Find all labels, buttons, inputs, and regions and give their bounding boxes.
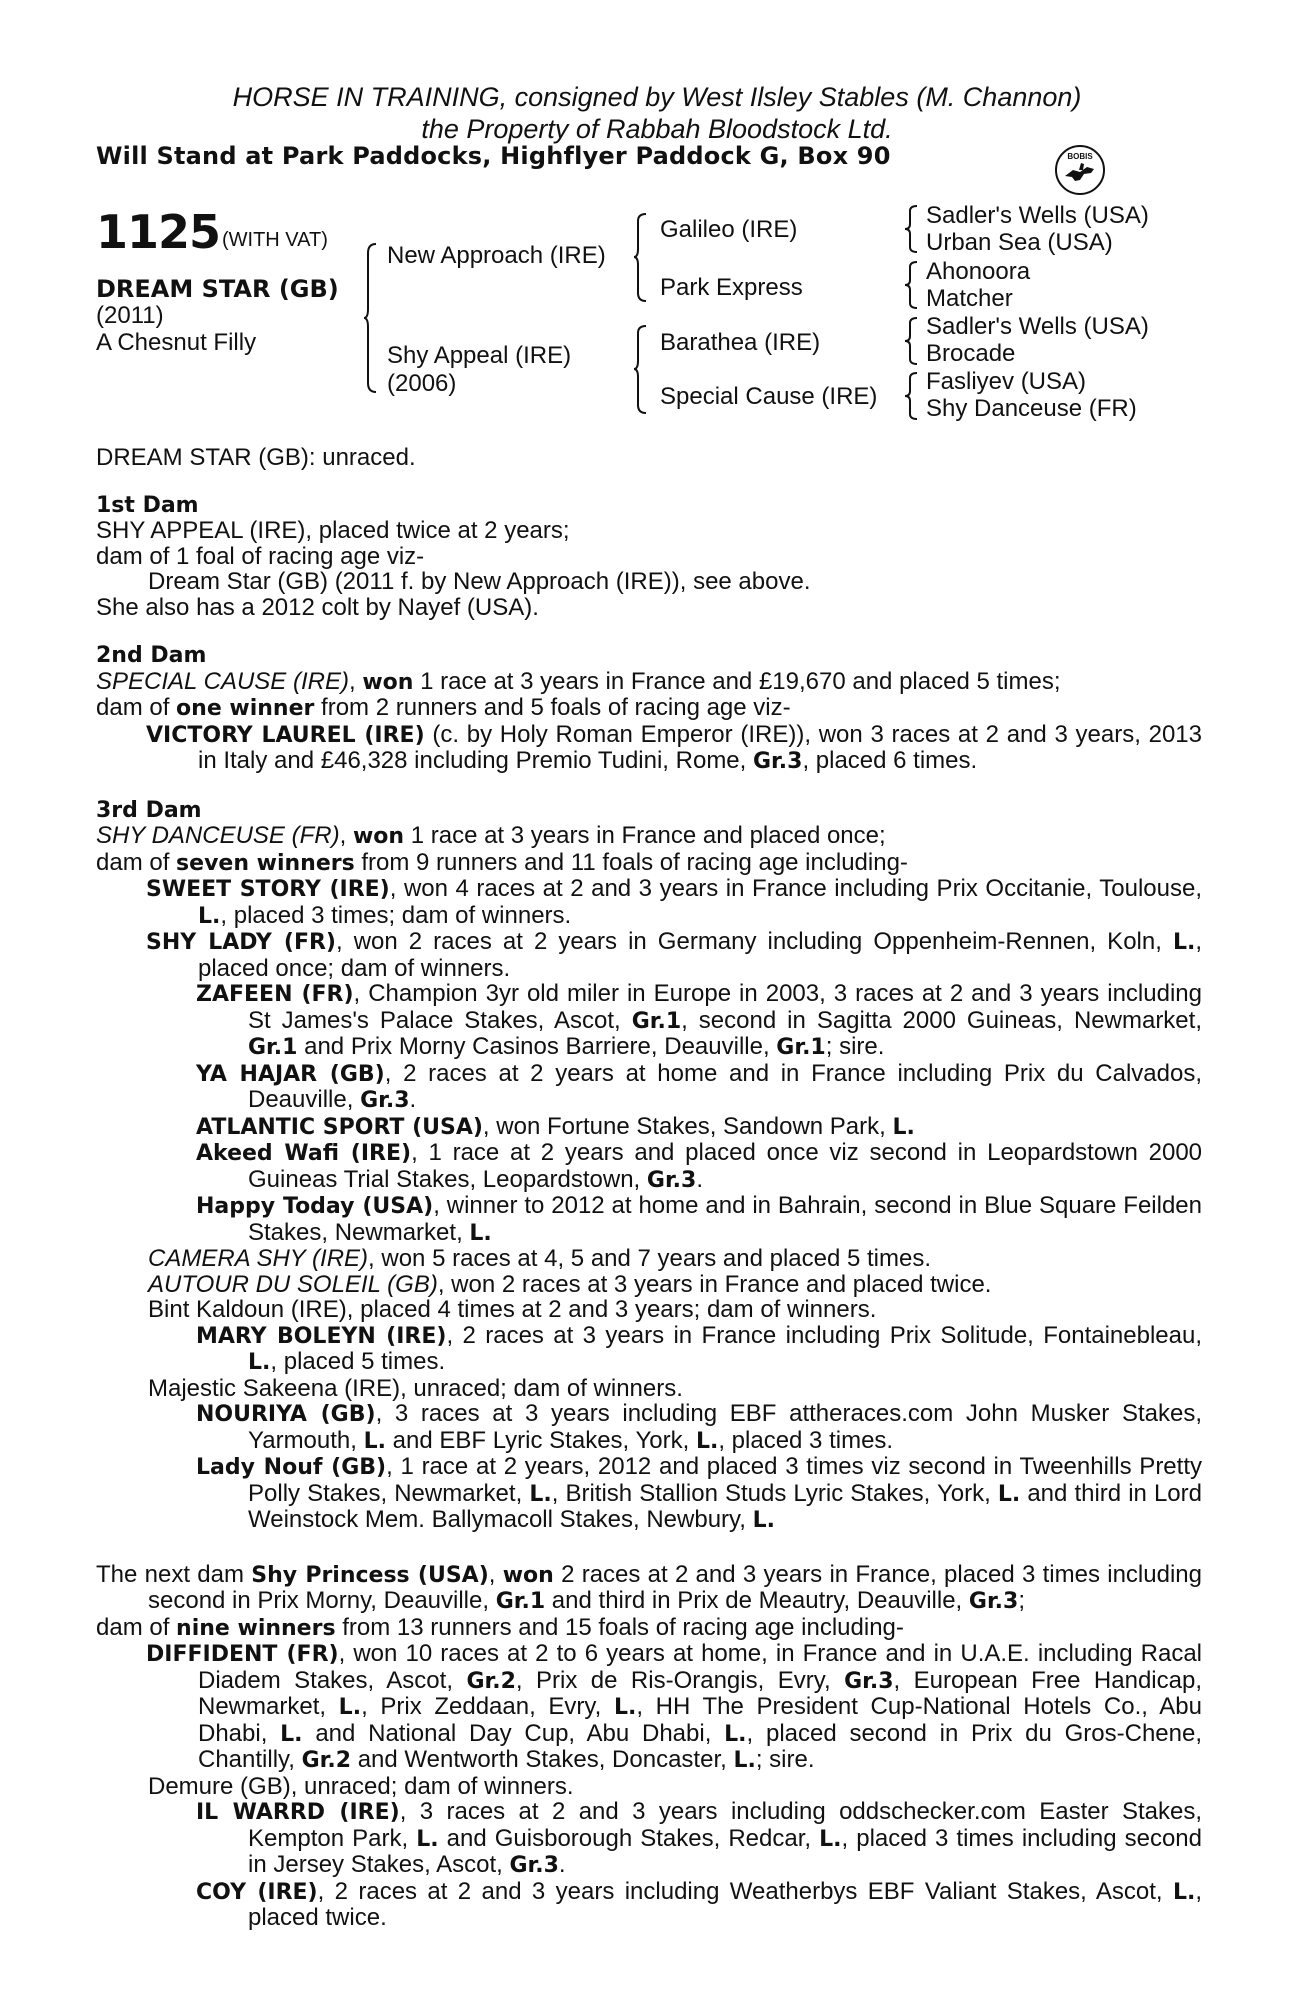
produce-entry: [96, 876, 1202, 929]
text: 2 races at 2 and 3 years in France, placed 3 times including second in Prix Morny, Deauville,: [148, 1560, 1202, 1614]
spacer: [96, 775, 1202, 798]
text: dam of: [96, 848, 177, 876]
winners-count: seven winners: [176, 850, 355, 876]
text: and Wentworth Stakes, Doncaster,: [351, 1746, 734, 1773]
horse-name: ATLANTIC SPORT (USA): [196, 1114, 483, 1140]
grade: Gr.3: [360, 1088, 410, 1113]
grade: L.: [997, 1481, 1021, 1507]
text: , European Free Handicap, Newmarket,: [198, 1666, 1203, 1720]
produce-entry: Bint Kaldoun (IRE), placed 4 times at 2 and 3 years; dam of winners.: [148, 1296, 877, 1323]
produce-entry: [96, 1454, 1202, 1534]
text: ; sire.: [825, 1033, 885, 1060]
dam-dam: Special Cause (IRE): [660, 383, 878, 410]
dam-name: SHY DANCEUSE (FR): [96, 822, 340, 849]
text: dam of: [96, 694, 177, 721]
grade: L.: [724, 1721, 747, 1747]
grade: L.: [733, 1748, 756, 1773]
grade: L.: [416, 1826, 439, 1852]
produce-entry: [96, 1879, 1202, 1931]
text: and third in Prix de Meautry, Deauville,: [545, 1587, 969, 1614]
produce-entry: Majestic Sakeena (IRE), unraced; dam of winners.: [148, 1374, 683, 1402]
text: (c. by Holy Roman Emperor (IRE)), won 3 races at 2 and 3 years, 2013 in Italy and £46,328 including Premio Tudini, Rome,: [198, 720, 1202, 774]
produce-entry: [96, 1799, 1202, 1879]
winners-count: nine winners: [176, 1615, 336, 1641]
spacer: [96, 1534, 1202, 1562]
grade: Gr.2: [466, 1668, 516, 1694]
horse-year: (2011): [96, 302, 164, 329]
produce-entry: [96, 981, 1202, 1061]
text: , 2 races at 3 years in France including Prix Solitude, Fontainebleau,: [446, 1321, 1202, 1349]
won-label: won: [352, 824, 405, 849]
horse-name: COY (IRE): [196, 1879, 318, 1905]
text: from 2 runners and 5 foals of racing age viz-: [314, 694, 791, 721]
horse-name: AUTOUR DU SOLEIL (GB): [148, 1270, 438, 1298]
text: , placed 3 times; dam of winners.: [220, 901, 572, 929]
grade: L.: [248, 1350, 271, 1375]
text: and EBF Lyric Stakes, York,: [386, 1426, 696, 1454]
horse-name: Happy Today (USA): [196, 1194, 434, 1219]
text: , placed 3 times.: [718, 1426, 894, 1454]
grade: Gr.3: [968, 1589, 1019, 1614]
produce-entry: [96, 1323, 1202, 1376]
great-grandparent-1: Sadler's Wells (USA): [926, 202, 1149, 229]
bracket-g4: [905, 372, 919, 422]
horse-name: NOURIYA (GB): [196, 1402, 376, 1427]
text: , won Fortune Stakes, Sandown Park,: [482, 1112, 893, 1140]
text: The next dam: [96, 1560, 252, 1588]
text: and Guisborough Stakes, Redcar,: [438, 1824, 820, 1852]
lot-number: 1125: [96, 205, 221, 259]
property-line: the Property of Rabbah Bloodstock Ltd.: [421, 114, 893, 144]
bobis-horse-logo: [1053, 143, 1107, 197]
text: , 2 races at 2 years at home and in France including Prix du Calvados, Deauville,: [248, 1059, 1202, 1113]
dam-name: SPECIAL CAUSE (IRE): [96, 667, 349, 695]
produce-entry: [96, 1272, 1202, 1298]
first-dam-heading: 1st Dam: [96, 492, 199, 518]
grade: L.: [469, 1220, 492, 1246]
text: , British Stallion Studs Lyric Stakes, York,: [551, 1479, 998, 1507]
dam-name: Shy Princess (USA): [251, 1562, 489, 1588]
text: from 13 runners and 15 foals of racing age including-: [335, 1613, 904, 1641]
produce-entry: Demure (GB), unraced; dam of winners.: [148, 1772, 574, 1800]
text: , placed 3 times including second in Jersey Stakes, Ascot,: [248, 1824, 1202, 1878]
horse-name: VICTORY LAUREL (IRE): [146, 722, 425, 748]
text: and Prix Morny Casinos Barriere, Deauville,: [297, 1033, 777, 1060]
grade: L.: [529, 1481, 552, 1507]
text: , placed once; dam of winners.: [198, 928, 1202, 982]
text: , placed 5 times.: [270, 1348, 446, 1375]
text: 1 race at 3 years in France and placed once;: [404, 822, 886, 849]
text: , placed second in Prix du Gros-Chene, Chantilly,: [198, 1719, 1203, 1773]
horse-description: A Chesnut Filly: [96, 329, 257, 356]
grade: L.: [752, 1508, 775, 1533]
text: , won 10 races at 2 to 6 years at home, in France and in U.A.E. including Racal Diadem Stakes, Ascot,: [198, 1640, 1203, 1694]
text: , placed twice.: [248, 1877, 1203, 1931]
produce-entry: [96, 722, 1202, 775]
grade: L.: [695, 1428, 719, 1454]
text: .: [558, 1851, 566, 1878]
horse-name: Akeed Wafi (IRE): [196, 1141, 412, 1166]
third-dam-line: [96, 823, 1202, 850]
great-grandparent-6: Brocade: [926, 340, 1016, 367]
grade: L.: [280, 1721, 303, 1747]
produce-entry: [96, 1193, 1202, 1246]
grade: Gr.1: [248, 1035, 298, 1060]
text: , won 2 races at 2 years in Germany including Oppenheim-Rennen, Koln,: [335, 928, 1173, 955]
produce-entry: [96, 1140, 1202, 1193]
text: , 1 race at 2 years and placed once viz second in Leopardstown 2000 Guineas Trial Stakes, Leopardstown,: [248, 1139, 1203, 1193]
grade: L.: [198, 903, 221, 929]
horse-name: MARY BOLEYN (IRE): [196, 1323, 447, 1349]
sire-dam: Park Express: [660, 274, 803, 301]
horse-name: ZAFEEN (FR): [196, 982, 354, 1007]
second-dam-line: [96, 669, 1202, 696]
winners-count: one winner: [176, 696, 315, 721]
text: , won 2 races at 3 years in France and placed twice.: [437, 1270, 992, 1298]
grade: L.: [892, 1114, 915, 1140]
text: and National Day Cup, Abu Dhabi,: [302, 1719, 725, 1747]
grade: L.: [338, 1695, 362, 1720]
dam-sire: Barathea (IRE): [660, 329, 821, 356]
second-dam-heading: 2nd Dam: [96, 643, 207, 668]
text: ,: [348, 667, 363, 695]
won-label: won: [502, 1562, 554, 1588]
text: ; sire.: [755, 1746, 815, 1773]
horse-name: SHY LADY (FR): [146, 930, 336, 955]
grade: L.: [1172, 930, 1196, 955]
grade: Gr.1: [631, 1008, 682, 1034]
third-dam-heading: 3rd Dam: [96, 797, 202, 823]
sire-sire: Galileo (IRE): [660, 216, 798, 243]
great-grandparent-3: Ahonoora: [926, 258, 1031, 285]
first-dam-line: SHY APPEAL (IRE), placed twice at 2 years;: [96, 517, 570, 544]
text: , Champion 3yr old miler in Europe in 2003, 3 races at 2 and 3 years including St James's Palace Stakes, Ascot,: [248, 980, 1202, 1034]
bracket-dam-parents: [634, 325, 648, 415]
grade: L.: [363, 1428, 386, 1454]
horse-name: YA HAJAR (GB): [196, 1061, 385, 1087]
grade: L.: [1172, 1879, 1196, 1905]
vat-label: (WITH VAT): [222, 229, 328, 251]
text: , winner to 2012 at home and in Bahrain, second in Blue Square Feilden Stakes, Newmarket,: [248, 1192, 1202, 1246]
first-dam-note: She also has a 2012 colt by Nayef (USA).: [96, 593, 539, 621]
bracket-g1: [905, 205, 919, 255]
horse-name: DREAM STAR (GB): [96, 275, 339, 303]
text: , Prix Zeddaan, Evry,: [361, 1693, 614, 1720]
sire: New Approach (IRE): [387, 242, 606, 269]
next-dam-produce: [96, 1615, 1202, 1642]
produce-entry: [96, 1246, 1202, 1272]
great-grandparent-4: Matcher: [926, 285, 1013, 312]
grade: Gr.3: [844, 1668, 894, 1694]
dam-year: (2006): [387, 370, 457, 397]
produce-entry: [96, 1061, 1202, 1114]
text: ;: [1018, 1587, 1025, 1614]
text: ,: [488, 1560, 503, 1588]
bracket-g3: [905, 317, 919, 367]
produce-entry: [96, 929, 1202, 981]
won-label: won: [362, 669, 414, 695]
text: , won 4 races at 2 and 3 years in France including Prix Occitanie, Toulouse,: [389, 875, 1202, 902]
great-grandparent-8: Shy Danceuse (FR): [926, 395, 1137, 422]
logo-text: BOBIS: [1067, 152, 1093, 161]
next-dam-line: [96, 1562, 1202, 1615]
first-dam-foal: Dream Star (GB) (2011 f. by New Approach (IRE)), see above.: [148, 568, 811, 595]
text: , placed 6 times.: [802, 747, 978, 774]
produce-entry: [96, 1114, 1202, 1141]
dam: Shy Appeal (IRE): [387, 342, 572, 369]
text: and third in Lord Weinstock Mem. Ballymacoll Stakes, Newbury,: [248, 1479, 1202, 1533]
text: ,: [339, 822, 353, 849]
bracket-g2: [905, 261, 919, 311]
grade: Gr.3: [509, 1853, 559, 1878]
text: , 3 races at 2 and 3 years including oddschecker.com Easter Stakes, Kempton Park,: [248, 1798, 1203, 1852]
grade: Gr.3: [646, 1167, 697, 1193]
bracket-sire-parents: [634, 213, 648, 303]
horse-name: DIFFIDENT (FR): [146, 1642, 339, 1667]
text: .: [696, 1165, 703, 1193]
great-grandparent-5: Sadler's Wells (USA): [926, 313, 1149, 340]
text: from 9 runners and 11 foals of racing age including-: [354, 848, 908, 876]
text: .: [409, 1086, 417, 1113]
bracket-sire-dam: [364, 243, 378, 393]
grade: Gr.1: [776, 1035, 826, 1060]
great-grandparent-2: Urban Sea (USA): [926, 229, 1113, 256]
second-dam-produce: [96, 695, 1202, 722]
catalogue-body: [96, 445, 1202, 1931]
spacer: [96, 620, 1202, 643]
third-dam-produce: [96, 850, 1202, 877]
horse-name: SWEET STORY (IRE): [146, 877, 390, 902]
grade: L.: [613, 1695, 637, 1720]
grade: Gr.2: [301, 1748, 352, 1773]
grade: L.: [819, 1826, 842, 1852]
text: , HH The President Cup-National Hotels Co., Abu Dhabi,: [198, 1693, 1202, 1747]
text: 1 race at 3 years in France and £19,670 and placed 5 times;: [413, 667, 1061, 695]
text: , Prix de Ris-Orangis, Evry,: [515, 1666, 845, 1694]
horse-name: IL WARRD (IRE): [196, 1800, 400, 1825]
horse-name: CAMERA SHY (IRE): [148, 1245, 369, 1272]
first-dam-produce: dam of 1 foal of racing age viz-: [96, 542, 425, 570]
text: , second in Sagitta 2000 Guineas, Newmarket,: [681, 1006, 1202, 1034]
horse-name: Lady Nouf (GB): [196, 1455, 387, 1480]
location-line: Will Stand at Park Paddocks, Highflyer Paddock G, Box 90: [96, 142, 891, 170]
great-grandparent-7: Fasliyev (USA): [926, 368, 1087, 395]
grade: Gr.1: [495, 1589, 546, 1614]
grade: Gr.3: [753, 749, 803, 774]
text: , 2 races at 2 and 3 years including Weatherbys EBF Valiant Stakes, Ascot,: [317, 1877, 1173, 1905]
consignor-line: HORSE IN TRAINING, consigned by West Ilsley Stables (M. Channon): [232, 82, 1082, 112]
intro-line: DREAM STAR (GB): unraced.: [96, 444, 416, 471]
text: , 3 races at 3 years including EBF attheraces.com John Musker Stakes, Yarmouth,: [248, 1400, 1202, 1454]
produce-entry: [96, 1641, 1202, 1774]
text: dam of: [96, 1613, 177, 1641]
text: , won 5 races at 4, 5 and 7 years and placed 5 times.: [368, 1245, 932, 1272]
produce-entry: [96, 1401, 1202, 1454]
text: , 1 race at 2 years, 2012 and placed 3 times viz second in Tweenhills Pretty Polly Stakes, Newmarket,: [248, 1453, 1202, 1507]
